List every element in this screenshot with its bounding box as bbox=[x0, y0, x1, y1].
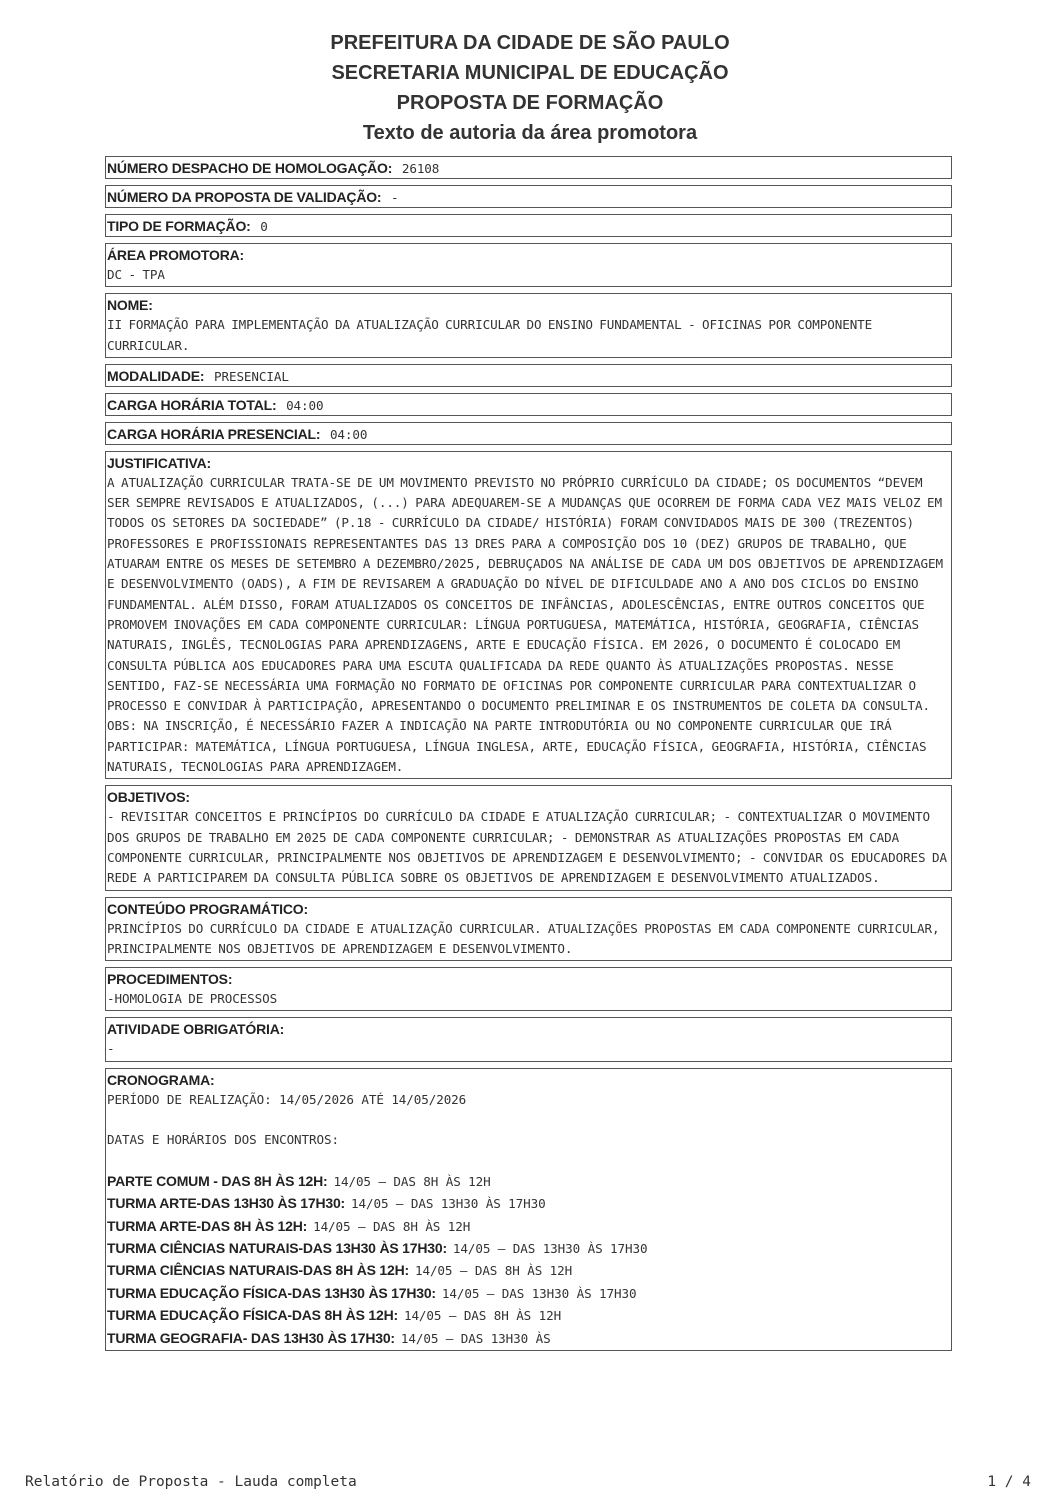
cronograma-row-value: 14/05 – DAS 8H ÀS 12H bbox=[403, 1308, 562, 1324]
field-value: 04:00 bbox=[329, 426, 368, 442]
header-secretaria: SECRETARIA MUNICIPAL DE EDUCAÇÃO bbox=[331, 62, 729, 84]
cronograma-row-value: 14/05 – DAS 13H30 ÀS 17H30 bbox=[441, 1285, 637, 1301]
cronograma-row-value: 14/05 – DAS 8H ÀS 12H bbox=[333, 1173, 491, 1189]
periodo-realizacao: PERÍODO DE REALIZAÇÃO: 14/05/2026 ATÉ 14/05/2026 bbox=[107, 1091, 467, 1107]
cronograma-row-label: TURMA GEOGRAFIA- DAS 13H30 ÀS 17H30: bbox=[107, 1329, 395, 1346]
cronograma-rows bbox=[107, 1170, 950, 1349]
field-carga-total bbox=[105, 393, 952, 416]
field-proposta-validacao bbox=[105, 185, 952, 208]
field-objetivos bbox=[105, 785, 952, 890]
field-atividade-obrigatoria bbox=[105, 1017, 952, 1061]
cronograma-row bbox=[107, 1170, 950, 1192]
cronograma-row-label: TURMA EDUCAÇÃO FÍSICA-DAS 8H ÀS 12H: bbox=[107, 1307, 398, 1324]
field-value: 04:00 bbox=[286, 397, 324, 413]
field-justificativa bbox=[105, 451, 952, 779]
field-value: -HOMOLOGIA DE PROCESSOS bbox=[107, 991, 278, 1007]
field-value: A ATUALIZAÇÃO CURRICULAR TRATA-SE DE UM MOVIMENTO PREVISTO NO PRÓPRIO CURRÍCULO DA CIDADE; OS DOCUMENTOS “DEVEM SER SEMPRE REVISADOS E ATUALIZADOS, (...) PARA ADEQUAREM-SE A MUDANÇAS QUE OCORREM DE FORMA CADA VEZ MAIS VELOZ EM TODOS OS SETORES DA SOCIEDADE” (P.18 - CURRÍCULO DA CIDADE/ HISTÓRIA) FORAM CONVIDADOS MAIS DE 300 (TREZENTOS) PROFESSORES E PROFISSIONAIS REPRESENTANTES DAS 13 DRES PARA A COMPOSIÇÃO DOS 10 (DEZ) GRUPOS DE TRABALHO, QUE ATUARAM ENTRE OS MESES DE SETEMBRO A DEZEMBRO/2025, DEBRUÇADOS NA ANÁLISE DE CADA UM DOS OBJETIVOS DE APRENDIZAGEM E DESENVOLVIMENTO (OADS), A FIM DE REVISAREM A GRADUAÇÃO DO NÍVEL DE DIFICULDADE ANO A ANO DOS CICLOS DO ENSINO FUNDAMENTAL. ALÉM DISSO, FORAM ATUALIZADOS OS CONCEITOS DE INFÂNCIAS, ADOLESCÊNCIAS, ENTRE OUTROS CONCEITOS QUE PROMOVEM INOVAÇÕES EM CADA COMPONENTE CURRICULAR: LÍNGUA PORTUGUESA, MATEMÁTICA, HISTÓRIA, GEOGRAFIA, CIÊNCIAS NATURAIS, INGLÊS, TECNOLOGIAS PARA APRENDIZAGENS, ARTE E EDUCAÇÃO FÍSICA. EM 2026, O DOCUMENTO É COLOCADO EM CONSULTA PÚBLICA AOS EDUCADORES PARA UMA ESCUTA QUALIFICADA DA REDE QUANTO ÀS ATUALIZAÇÕES PROPOSTAS. NESSE SENTIDO, FAZ-SE NECESSÁRIA UMA FORMAÇÃO NO FORMATO DE OFICINAS POR COMPONENTE CURRICULAR PARA CONTEXTUALIZAR O PROCESSO E CONVIDAR À PARTICIPAÇÃO, APRESENTANDO O DOCUMENTO PRELIMINAR E OS INSTRUMENTOS DE COLETA DA CONSULTA. OBS: NA INSCRIÇÃO, É NECESSÁRIO FAZER A INDICAÇÃO NA PARTE INTRODUTÓRIA OU NO COMPONENTE CURRICULAR QUE IRÁ PARTICIPAR: MATEMÁTICA, LÍNGUA PORTUGUESA, LÍNGUA INGLESA, ARTE, EDUCAÇÃO FÍSICA, GEOGRAFIA, HISTÓRIA, CIÊNCIAS NATURAIS, TECNOLOGIAS PARA APRENDIZAGEM. bbox=[107, 474, 943, 775]
field-label: CRONOGRAMA: bbox=[107, 1071, 215, 1088]
field-nome bbox=[105, 293, 952, 358]
field-label: ÁREA PROMOTORA: bbox=[107, 247, 245, 263]
field-label: OBJETIVOS: bbox=[107, 789, 190, 806]
cronograma-row bbox=[107, 1327, 950, 1349]
cronograma-row bbox=[107, 1237, 950, 1259]
footer-report-title: Relatório de Proposta - Lauda completa bbox=[25, 1474, 357, 1490]
cronograma-row bbox=[107, 1282, 950, 1304]
field-label: CARGA HORÁRIA TOTAL: bbox=[107, 396, 277, 413]
field-cronograma bbox=[105, 1068, 952, 1351]
cronograma-row-value: 14/05 – DAS 13H30 ÀS 17H30 bbox=[452, 1240, 648, 1256]
document-header bbox=[0, 28, 1060, 148]
cronograma-row-value: 14/05 – DAS 13H30 ÀS bbox=[400, 1330, 551, 1346]
field-modalidade bbox=[105, 364, 952, 387]
cronograma-row bbox=[107, 1259, 950, 1281]
field-label: JUSTIFICATIVA: bbox=[107, 454, 212, 471]
cronograma-row-label: TURMA ARTE-DAS 8H ÀS 12H: bbox=[107, 1217, 308, 1234]
field-label: ATIVIDADE OBRIGATÓRIA: bbox=[107, 1021, 285, 1038]
cronograma-row-value: 14/05 – DAS 13H30 ÀS 17H30 bbox=[351, 1196, 546, 1212]
cronograma-row-value: 14/05 – DAS 8H ÀS 12H bbox=[313, 1218, 471, 1234]
field-value: - bbox=[391, 190, 399, 205]
cronograma-row-value: 14/05 – DAS 8H ÀS 12H bbox=[414, 1263, 573, 1279]
header-proposta: PROPOSTA DE FORMAÇÃO bbox=[396, 92, 664, 114]
field-procedimentos bbox=[105, 967, 952, 1011]
field-value: PRINCÍPIOS DO CURRÍCULO DA CIDADE E ATUALIZAÇÃO CURRICULAR. ATUALIZAÇÕES PROPOSTAS EM CADA COMPONENTE CURRICULAR, PRINCIPALMENTE NOS OBJETIVOS DE APRENDIZAGEM E DESENVOLVIMENTO. bbox=[107, 920, 940, 956]
field-value: - REVISITAR CONCEITOS E PRINCÍPIOS DO CURRÍCULO DA CIDADE E ATUALIZAÇÃO CURRICULAR; - CONTEXTUALIZAR O MOVIMENTO DOS GRUPOS DE TRABALHO EM 2025 DE CADA COMPONENTE CURRICULAR; - DEMONSTRAR AS ATUALIZAÇÕES PROPOSTAS EM CADA COMPONENTE CURRICULAR, PRINCIPALMENTE NOS OBJETIVOS DE APRENDIZAGEM E DESENVOLVIMENTO; - CONVIDAR OS EDUCADORES DA REDE A PARTICIPAREM DA CONSULTA PÚBLICA SOBRE OS OBJETIVOS DE APRENDIZAGEM E DESENVOLVIMENTO ATUALIZADOS. bbox=[107, 809, 947, 886]
field-label: CONTEÚDO PROGRAMÁTICO: bbox=[107, 900, 308, 917]
field-label: TIPO DE FORMAÇÃO: bbox=[107, 218, 251, 234]
field-value: - bbox=[107, 1041, 115, 1057]
field-label: PROCEDIMENTOS: bbox=[107, 971, 233, 988]
field-value: 26108 bbox=[401, 161, 440, 176]
field-carga-presencial bbox=[105, 422, 952, 445]
proposal-form bbox=[105, 156, 952, 1357]
field-conteudo-programatico bbox=[105, 897, 952, 962]
cronograma-row-label: TURMA ARTE-DAS 13H30 ÀS 17H30: bbox=[107, 1195, 346, 1212]
field-label: NÚMERO DA PROPOSTA DE VALIDAÇÃO: bbox=[107, 189, 382, 205]
datas-horarios-title: DATAS E HORÁRIOS DOS ENCONTROS: bbox=[107, 1131, 339, 1147]
field-area-promotora bbox=[105, 243, 952, 287]
cronograma-row bbox=[107, 1304, 950, 1326]
field-value: II FORMAÇÃO PARA IMPLEMENTAÇÃO DA ATUALIZAÇÃO CURRICULAR DO ENSINO FUNDAMENTAL - OFICINAS POR COMPONENTE CURRICULAR. bbox=[107, 317, 873, 353]
field-tipo-formacao bbox=[105, 214, 952, 237]
header-autoria: Texto de autoria da área promotora bbox=[362, 122, 698, 144]
cronograma-row bbox=[107, 1215, 950, 1237]
cronograma-row bbox=[107, 1192, 950, 1214]
field-value: 0 bbox=[260, 219, 268, 234]
cronograma-row-label: TURMA CIÊNCIAS NATURAIS-DAS 13H30 ÀS 17H30: bbox=[107, 1239, 447, 1256]
field-label: NÚMERO DESPACHO DE HOMOLOGAÇÃO: bbox=[107, 160, 393, 176]
cronograma-row-label: TURMA CIÊNCIAS NATURAIS-DAS 8H ÀS 12H: bbox=[107, 1262, 409, 1279]
header-prefeitura: PREFEITURA DA CIDADE DE SÃO PAULO bbox=[330, 32, 730, 54]
field-value: DC - TPA bbox=[107, 267, 165, 282]
field-despacho bbox=[105, 156, 952, 179]
cronograma-row-label: TURMA EDUCAÇÃO FÍSICA-DAS 13H30 ÀS 17H30: bbox=[107, 1284, 436, 1301]
page-number: 1 / 4 bbox=[987, 1474, 1031, 1490]
field-label: MODALIDADE: bbox=[107, 367, 205, 384]
field-label: CARGA HORÁRIA PRESENCIAL: bbox=[107, 425, 321, 442]
field-label: NOME: bbox=[107, 297, 153, 314]
field-value: PRESENCIAL bbox=[214, 368, 289, 384]
cronograma-row-label: PARTE COMUM - DAS 8H ÀS 12H: bbox=[107, 1172, 328, 1189]
page-footer bbox=[0, 1472, 1060, 1496]
